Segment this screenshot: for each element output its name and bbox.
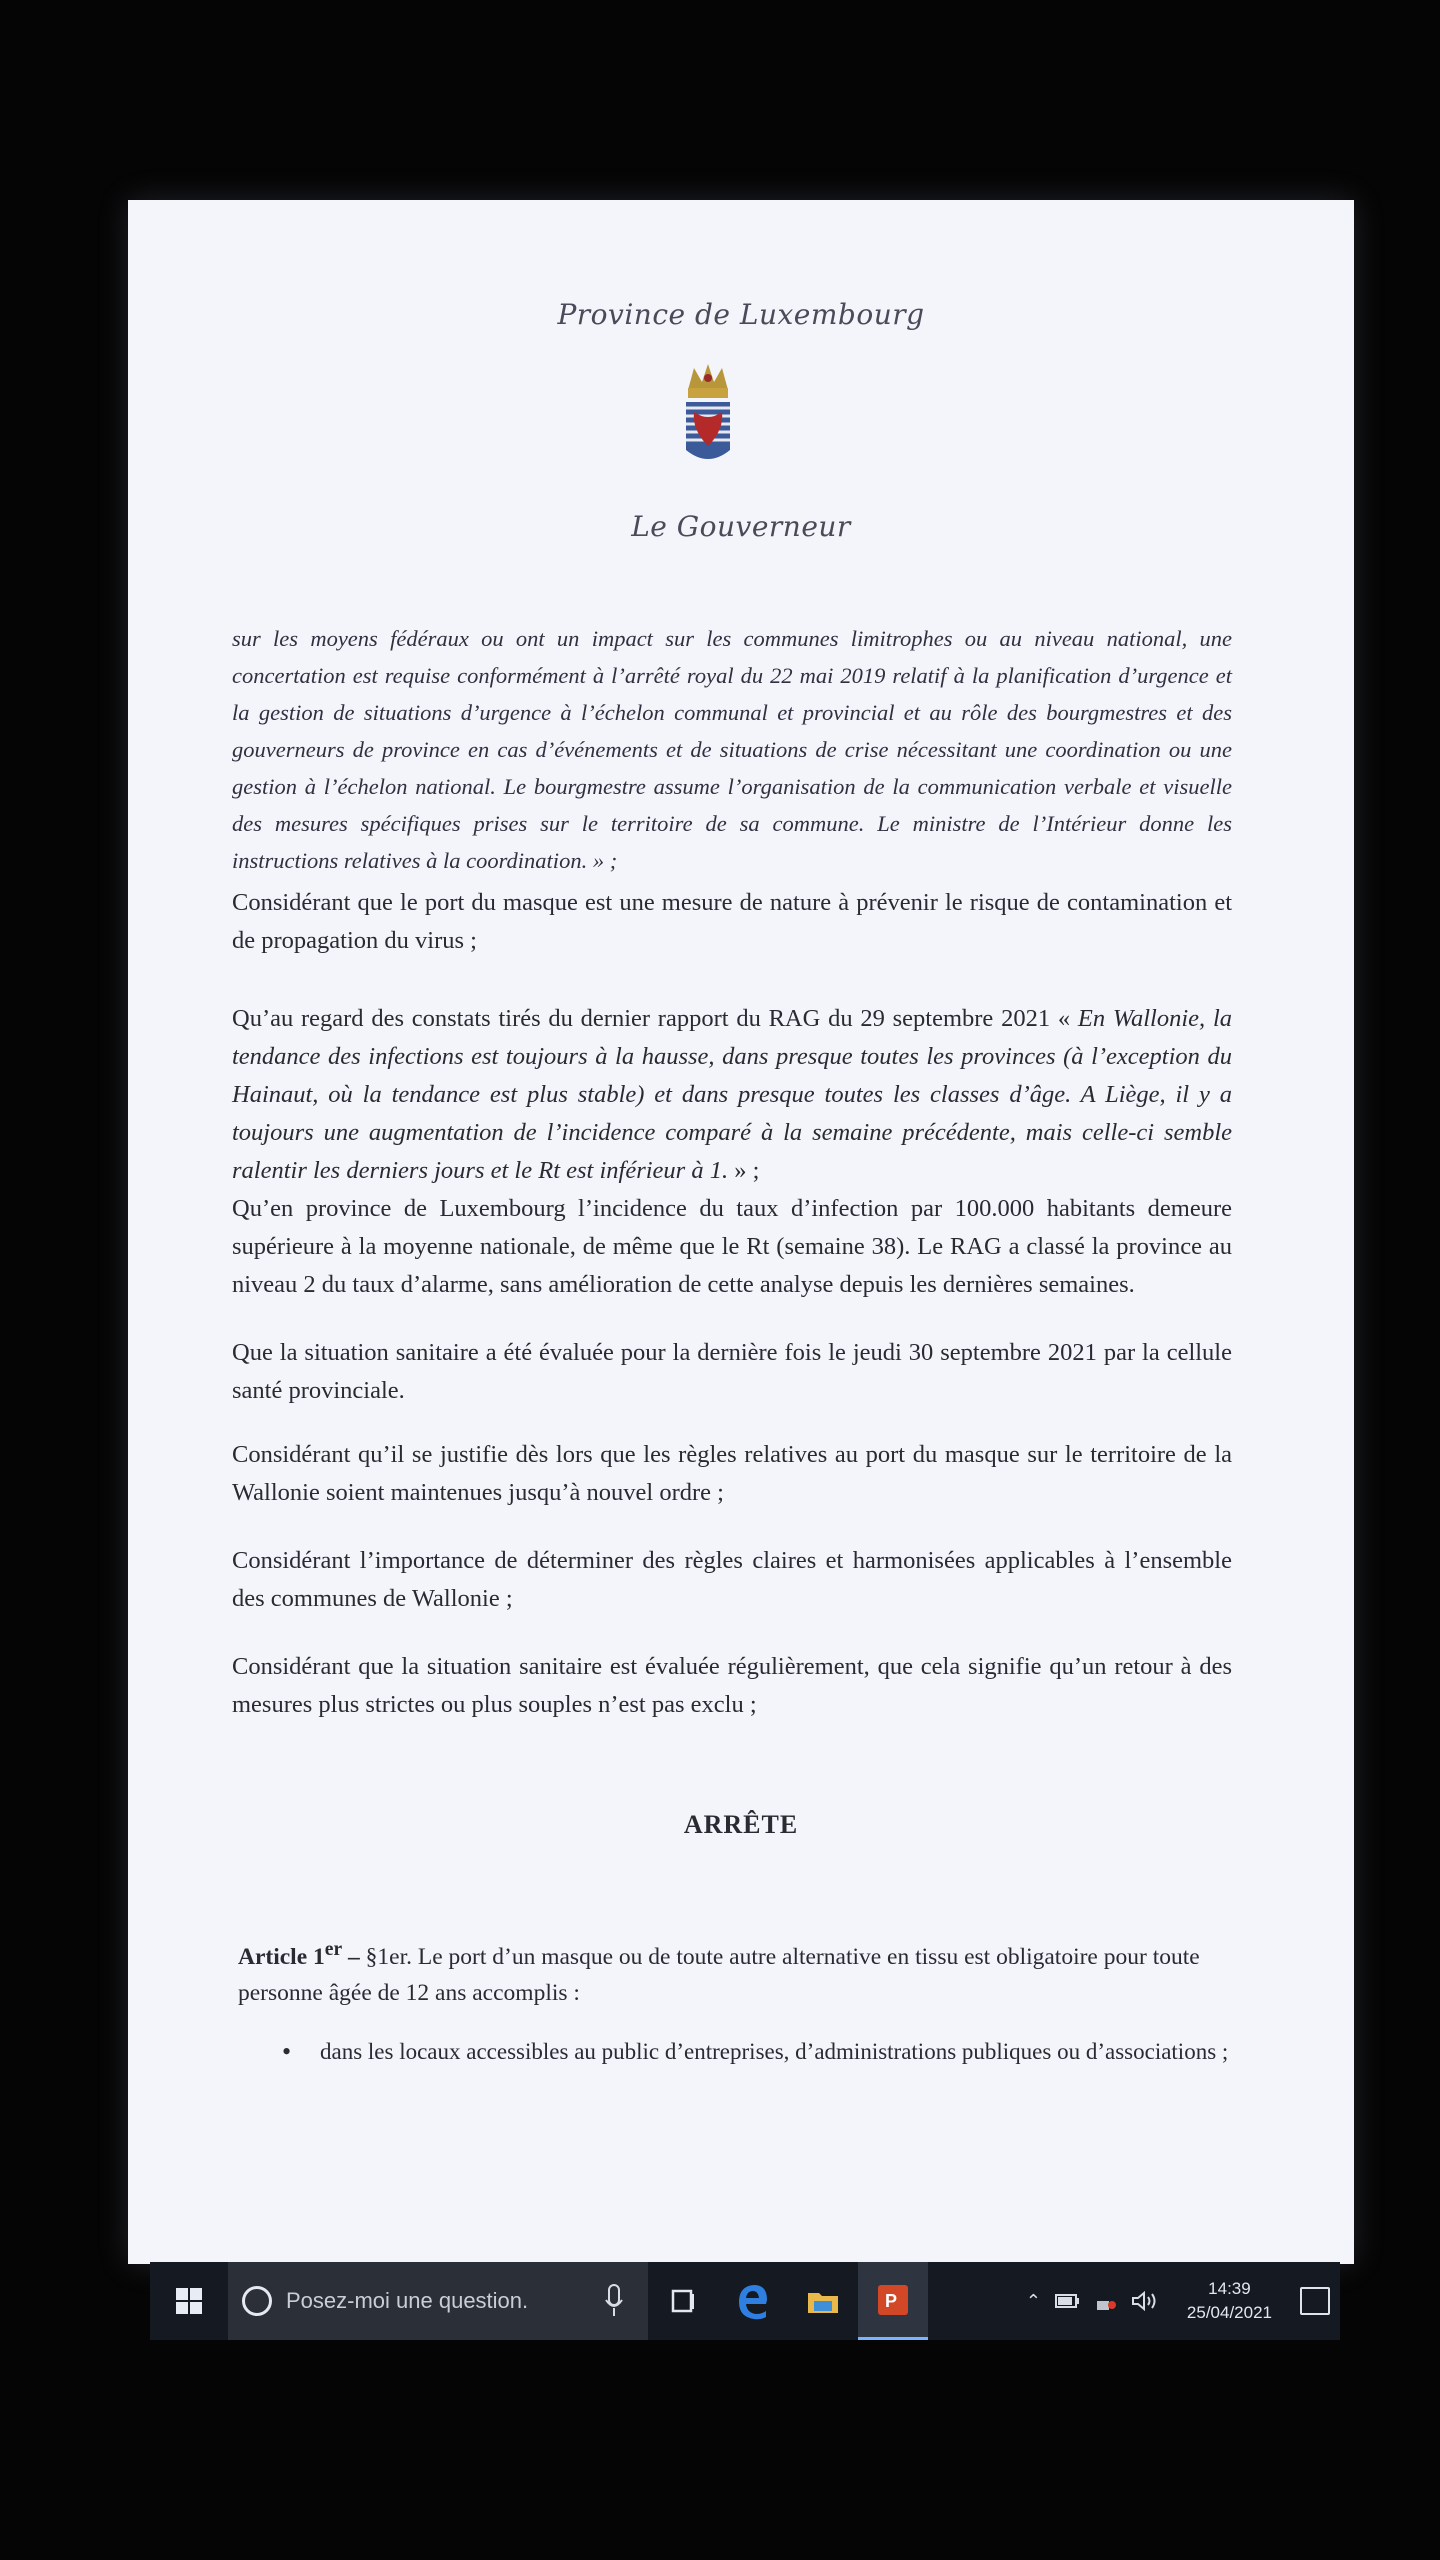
rag-lead: Qu’au regard des constats tirés du dernier rapport du RAG du 29 septembre 2021 « [232, 1005, 1078, 1032]
article-text: §1er. Le port d’un masque ou de toute autre alternative en tissu est obligatoire pour toute personne âgée de 12 ans accomplis : [238, 1943, 1200, 2006]
taskbar-clock[interactable] [1187, 2277, 1272, 2325]
svg-text:P: P [885, 2290, 898, 2311]
volume-icon[interactable] [1131, 2290, 1159, 2312]
paragraph-rapport-rag [232, 1000, 1232, 1190]
bullet-text: dans les locaux accessibles au public d’entreprises, d’administrations publiques ou d’associations ; [320, 2039, 1229, 2064]
task-view-button[interactable] [648, 2262, 718, 2340]
edge-browser-button[interactable] [718, 2262, 788, 2340]
article-number: Article 1 [238, 1943, 325, 1970]
windows-logo-icon [176, 2288, 202, 2314]
province-coat-of-arms [680, 360, 736, 470]
article-1 [238, 1932, 1218, 2011]
task-view-icon [669, 2287, 697, 2315]
document-page [128, 200, 1354, 2264]
article-label [238, 1939, 366, 1970]
system-tray [1026, 2262, 1340, 2340]
network-icon[interactable] [1095, 2291, 1117, 2311]
battery-icon[interactable] [1055, 2292, 1081, 2310]
article-sup: er [324, 1939, 343, 1960]
start-button[interactable] [150, 2262, 228, 2340]
rag-quote: En Wallonie, la tendance des infections est toujours à la hausse, dans presque toutes les provinces (à l’exception du Hainaut, où la tendance est plus stable) et dans presque toutes les classes d’âge. A Liège, il y a toujours une augmentation de l’incidence comparé à la semaine précédente, mais celle-ci semble ralentir les derniers jours et le Rt est inférieur à 1. [232, 1005, 1232, 1184]
powerpoint-button[interactable] [858, 2262, 928, 2340]
paragraph-incidence-luxembourg: Qu’en province de Luxembourg l’incidence du taux d’infection par 100.000 habitants demeure supérieure à la moyenne nationale, de même que le Rt (semaine 38). Le RAG a classé la province au niveau 2 du taux d’alarme, sans amélioration de cette analyse depuis les dernières semaines. [232, 1195, 1232, 1298]
cortana-icon [242, 2286, 272, 2316]
windows-taskbar [150, 2262, 1340, 2340]
paragraph-regles-maintenues: Considérant qu’il se justifie dès lors que les règles relatives au port du masque sur le territoire de la Wallonie soient maintenues jusqu’à nouvel ordre ; [232, 1441, 1232, 1506]
paragraph-evaluation-reguliere: Considérant que la situation sanitaire est évaluée régulièrement, que cela signifie qu’un retour à des mesures plus strictes ou plus souples n’est pas exclu ; [232, 1653, 1232, 1718]
paragraph-regles-harmonisees: Considérant l’importance de déterminer des règles claires et harmonisées applicables à l’ensemble des communes de Wallonie ; [232, 1547, 1232, 1612]
powerpoint-icon [876, 2283, 910, 2317]
edge-icon [736, 2282, 770, 2320]
file-explorer-button[interactable] [788, 2262, 858, 2340]
rag-tail: » ; [728, 1157, 760, 1184]
bullet-icon: • [282, 2037, 292, 2066]
list-item [274, 2034, 1256, 2070]
arrete-heading: ARRÊTE [683, 1810, 799, 1839]
paragraph-concertation: sur les moyens fédéraux ou ont un impact sur les communes limitrophes ou au niveau national, une concertation est requise conformément à l’arrêté royal du 22 mai 2019 relatif à la planification d’urgence et la gestion de situations d’urgence à l’échelon communal et provincial et au rôle des bourgmestres et des gouverneurs de province en cas d’événements et de situations de crise nécessitant une coordination ou une gestion à l’échelon national. Le bourgmestre assume l’organisation de la communication verbale et visuelle des mesures spécifiques prises sur le territoire de sa commune. Le ministre de l’Intérieur donne les instructions relatives à la coordination. » ; [232, 626, 1232, 873]
cortana-search-box[interactable] [228, 2262, 648, 2340]
province-heading: Province de Luxembourg [557, 298, 925, 331]
clock-time: 14:39 [1208, 2279, 1251, 2298]
chevron-up-icon[interactable]: ⌃ [1025, 2290, 1041, 2311]
action-center-icon[interactable] [1300, 2287, 1330, 2315]
paragraph-port-masque: Considérant que le port du masque est une mesure de nature à prévenir le risque de contamination et de propagation du virus ; [232, 889, 1232, 954]
paragraph-situation-sanitaire: Que la situation sanitaire a été évaluée pour la dernière fois le jeudi 30 septembre 2021 par la cellule santé provinciale. [232, 1339, 1232, 1404]
article-dash: – [342, 1943, 366, 1970]
search-placeholder: Posez-moi une question. [286, 2288, 529, 2313]
microphone-icon[interactable] [604, 2284, 624, 2318]
clock-date: 25/04/2021 [1186, 2303, 1272, 2322]
folder-icon [806, 2287, 840, 2315]
gouverneur-heading: Le Gouverneur [631, 510, 851, 543]
